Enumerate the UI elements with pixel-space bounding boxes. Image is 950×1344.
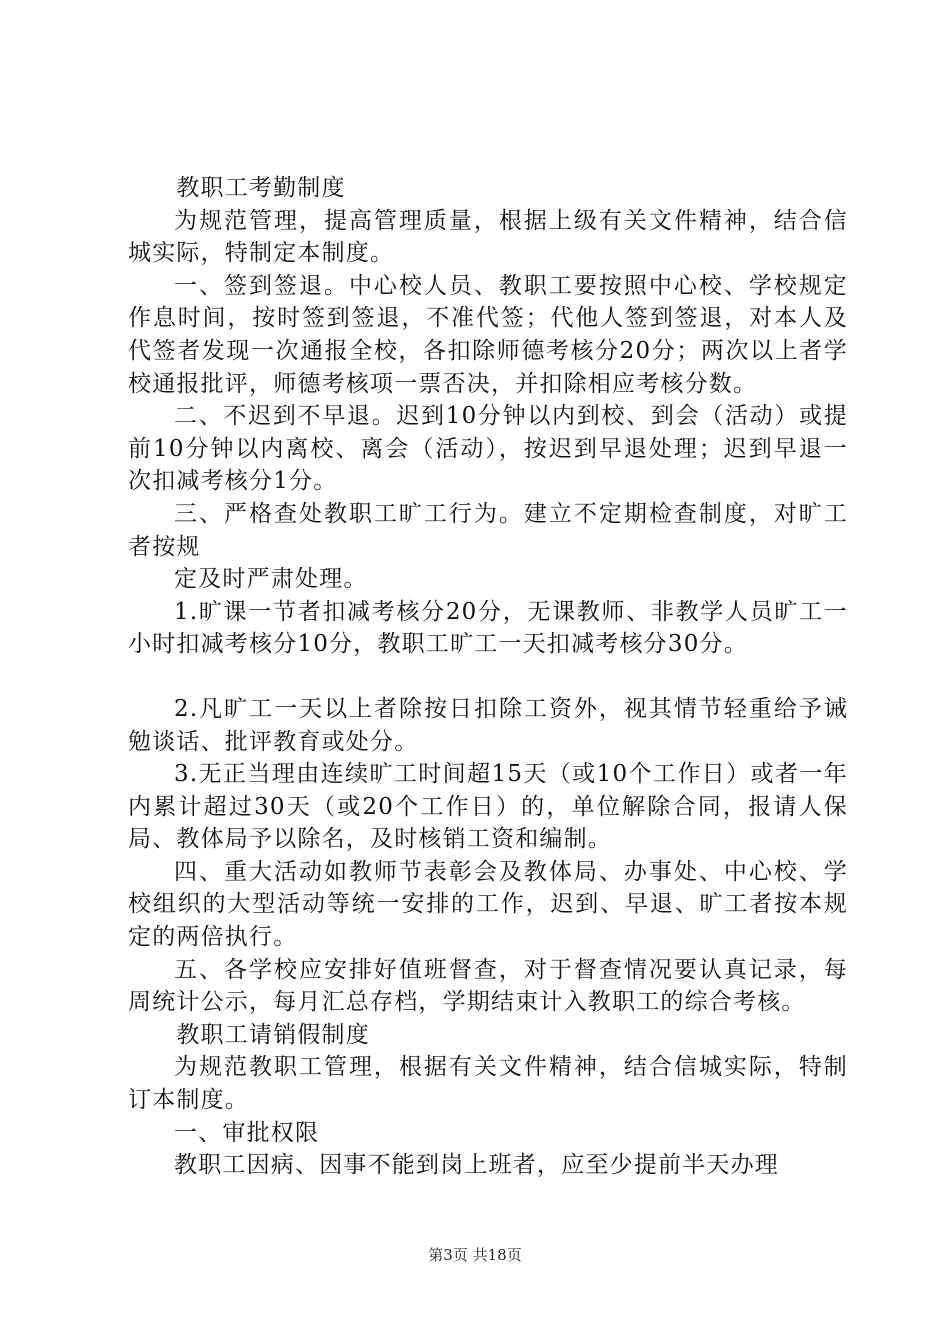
paragraph-rule-1: 1.旷课一节者扣减考核分20分，无课教师、非教学人员旷工一小时扣减考核分10分，教职工旷工一天扣减考核分30分。 <box>128 598 848 658</box>
paragraph-rule-3: 3.无正当理由连续旷工时间超15天（或10个工作日）或者一年内累计超过30天（或20个工作日）的，单位解除合同，报请人保局、教体局予以除名，及时核销工资和编制。 <box>128 761 848 853</box>
page-footer: 第3页 共18页 <box>428 1246 522 1264</box>
paragraph-approval-text: 教职工因病、因事不能到岗上班者，应至少提前半天办理 <box>174 1152 779 1179</box>
section-title-leave: 教职工请销假制度 <box>176 1021 370 1048</box>
paragraph-major-events: 四、重大活动如教师节表彰会及教体局、办事处、中心校、学校组织的大型活动等统一安排的工作，迟到、早退、旷工者按本规定的两倍执行。 <box>128 858 848 951</box>
paragraph-approval-heading: 一、审批权限 <box>174 1119 320 1146</box>
paragraph-absence-check: 三、严格查处教职工旷工行为。建立不定期检查制度，对旷工者按规 <box>128 500 848 560</box>
paragraph-intro: 为规范管理，提高管理质量，根据上级有关文件精神，结合信城实际，特制定本制度。 <box>128 207 848 267</box>
paragraph-rule-2: 2.凡旷工一天以上者除按日扣除工资外，视其情节轻重给予诫勉谈话、批评教育或处分。 <box>128 695 848 755</box>
paragraph-sign-in: 一、签到签退。中心校人员、教职工要按照中心校、学校规定作息时间，按时签到签退，不准代签；代他人签到签退，对本人及代签者发现一次通报全校，各扣除师德考核分20分；两次以上者学校通报批评，师德考核项一票否决，并扣除相应考核分数。 <box>128 272 848 397</box>
paragraph-duty-check: 五、各学校应安排好值班督查，对于督查情况要认真记录，每周统计公示，每月汇总存档，学期结束计入教职工的综合考核。 <box>128 956 848 1016</box>
section-title-attendance: 教职工考勤制度 <box>176 175 346 201</box>
paragraph-late-early: 二、不迟到不早退。迟到10分钟以内到校、到会（活动）或提前10分钟以内离校、离会（活动），按迟到早退处理；迟到早退一次扣减考核分1分。 <box>128 403 848 495</box>
document-body <box>128 172 848 1182</box>
paragraph-absence-check-cont: 定及时严肃处理。 <box>174 566 368 593</box>
paragraph-leave-intro: 为规范教职工管理，根据有关文件精神，结合信城实际，特制订本制度。 <box>128 1054 848 1114</box>
